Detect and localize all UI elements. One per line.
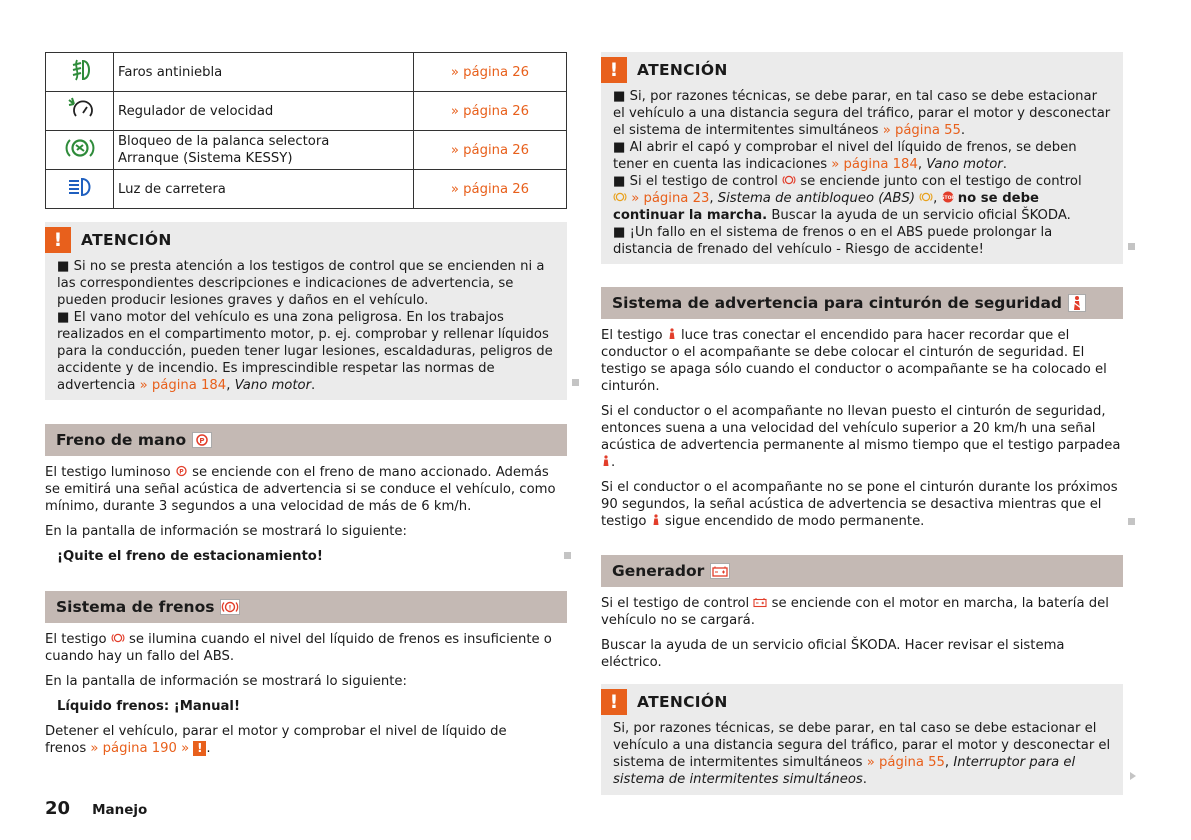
page-link[interactable]: » página 184: [139, 378, 227, 393]
table-label: Faros antiniebla: [114, 53, 414, 92]
warning-text: ■ ¡Un fallo en el sistema de frenos o en el ABS puede prolongar la distancia de frenado del vehículo - Riesgo de accidente!: [613, 225, 1053, 257]
section-title: Sistema de advertencia para cinturón de seguridad: [612, 294, 1062, 312]
body-text: En la pantalla de información se mostrará lo siguiente:: [45, 524, 407, 539]
table-row: [46, 92, 567, 131]
table-label: Bloqueo de la palanca selectora: [118, 134, 330, 149]
section-heading: [45, 591, 567, 623]
warning-box: [601, 52, 1123, 264]
end-marker: [1128, 243, 1135, 250]
body-text: Si el conductor o el acompañante no llevan puesto el cinturón de seguridad, entonces suena a una velocidad del vehículo superior a 20 km/h una señal acústica de advertencia permanente al mismo tiempo que el testigo parpadea .: [601, 404, 1121, 470]
seatbelt-icon: [651, 514, 661, 526]
brake-warning-icon: [782, 174, 796, 186]
parking-brake-icon: [175, 465, 188, 477]
display-message: ¡Quite el freno de estacionamiento!: [45, 548, 567, 565]
warning-box: [45, 222, 567, 400]
warning-box: [601, 684, 1123, 795]
body-text: El testigo luminoso P se enciende con el freno de mano accionado. Además se emitirá una señal acústica de advertencia si se conduce el vehículo, como mínimo, durante 3 segundos a una velocidad de más de 6 km/h.: [45, 465, 556, 514]
fog-light-icon: [65, 57, 95, 83]
table-row: [46, 170, 567, 209]
continue-arrow-icon: [1129, 771, 1137, 781]
warning-icon: !: [601, 689, 627, 715]
warning-text: Si, por razones técnicas, se debe parar, en tal caso se debe estacionar el vehículo a una distancia segura del tráfico, parar el motor y desconectar el sistema de intermitentes simultáneos » página 55, Interruptor para el sistema de intermitentes simultáneos.: [613, 721, 1111, 787]
warning-icon[interactable]: !: [193, 741, 206, 756]
page-link[interactable]: » página 26: [414, 170, 567, 209]
seatbelt-icon: [1068, 294, 1086, 312]
abs-icon: [613, 191, 627, 203]
svg-text:!: !: [228, 603, 232, 612]
page-link[interactable]: » página 184: [831, 157, 918, 172]
page-link[interactable]: » página 26: [414, 92, 567, 131]
section-title: Sistema de frenos: [56, 598, 215, 616]
right-column: [601, 52, 1123, 795]
section-heading: [45, 424, 567, 456]
warning-text: ■ Si, por razones técnicas, se debe parar, en tal caso se debe estacionar el vehículo a una distancia segura del tráfico, parar el motor y desconectar el sistema de intermitentes simultáneos » página 55.: [613, 89, 1111, 138]
warning-title: ATENCIÓN: [637, 61, 728, 79]
body-text: Si el conductor o el acompañante no se pone el cinturón durante los próximos 90 segundos, la señal acústica de advertencia se desactiva mientras que el testigo sigue encendido de modo permanente.: [601, 479, 1123, 530]
section-title: Freno de mano: [56, 431, 187, 449]
page-link[interactable]: » página 26: [414, 53, 567, 92]
warning-title: ATENCIÓN: [81, 231, 172, 249]
brake-warning-icon: [111, 632, 125, 644]
warning-text: ■ El vano motor del vehículo es una zona peligrosa. En los trabajos realizados en el compartimento motor, p. ej. comprobar y rellenar líquidos para la conducción, pueden tener lugar lesiones, escaldaduras, peligros de accidente y de incendio. Es imprescindible respetar las normas de advertencia » página 184, Vano motor.: [57, 310, 553, 393]
warning-text: ■ Si el testigo de control se enciende junto con el testigo de control » página 23, Sistema de antibloqueo (ABS) , STOP no se debe continuar la marcha. Buscar la ayuda de un servicio oficial ŠKODA.: [613, 174, 1082, 223]
abs-icon: [919, 191, 933, 203]
warning-title: ATENCIÓN: [637, 693, 728, 711]
svg-text:P: P: [199, 437, 205, 445]
page-link[interactable]: » página 23: [631, 191, 710, 206]
warning-icon: !: [601, 57, 627, 83]
table-label: Luz de carretera: [114, 170, 414, 209]
body-text: En la pantalla de información se mostrará lo siguiente:: [45, 674, 407, 689]
body-text: Detener el vehículo, parar el motor y comprobar el nivel de líquido de frenos » página 190 » ! .: [45, 724, 507, 756]
svg-text:P: P: [179, 468, 184, 476]
warning-text: ■ Si no se presta atención a los testigos de control que se encienden ni a las correspondientes descripciones e indicaciones de advertencia, se pueden producir lesiones graves y daños en el vehículo.: [57, 259, 545, 308]
selector-lock-icon: [64, 135, 96, 161]
section-heading: [601, 555, 1123, 587]
parking-brake-icon: [192, 432, 212, 448]
body-text: El testigo se ilumina cuando el nivel del líquido de frenos es insuficiente o cuando hay un fallo del ABS.: [45, 632, 552, 664]
svg-text:STOP: STOP: [940, 196, 955, 201]
end-marker: [564, 552, 571, 559]
end-marker: [1128, 518, 1135, 525]
body-text: Buscar la ayuda de un servicio oficial ŠKODA. Hacer revisar el sistema eléctrico.: [601, 638, 1065, 670]
brake-warning-icon: [220, 599, 240, 615]
left-column: [45, 52, 567, 757]
page-link[interactable]: » página 190 »: [90, 741, 190, 756]
page-footer: [45, 798, 147, 819]
table-row: [46, 53, 567, 92]
end-marker: [572, 379, 579, 386]
body-text: Si el testigo de control se enciende con el motor en marcha, la batería del vehículo no se cargará.: [601, 596, 1109, 628]
page-link[interactable]: » página 26: [414, 131, 567, 170]
table-label: Arranque (Sistema KESSY): [118, 151, 293, 166]
display-message: Líquido frenos: ¡Manual!: [57, 699, 240, 714]
battery-icon: [753, 597, 767, 608]
page-number: 20: [45, 798, 71, 819]
table-row: [46, 131, 567, 170]
body-text: El testigo luce tras conectar el encendido para hacer recordar que el conductor o el acompañante se debe colocar el cinturón de seguridad. El testigo se apaga sólo cuando el conductor o acompañante se ha colocado el cinturón.: [601, 328, 1107, 394]
indicator-table: [45, 52, 567, 209]
warning-icon: !: [45, 227, 71, 253]
chapter-name: Manejo: [92, 802, 148, 818]
section-heading: [601, 287, 1123, 319]
cruise-control-icon: [65, 96, 95, 122]
battery-icon: [710, 563, 730, 579]
stop-icon: [942, 191, 954, 203]
page-link[interactable]: » página 55: [866, 755, 945, 770]
table-label: Regulador de velocidad: [114, 92, 414, 131]
high-beam-icon: [65, 174, 95, 200]
seatbelt-icon: [601, 455, 611, 467]
page-link[interactable]: » página 55: [882, 123, 961, 138]
seatbelt-icon: [667, 328, 677, 340]
section-title: Generador: [612, 562, 705, 580]
warning-text: ■ Al abrir el capó y comprobar el nivel del líquido de frenos, se deben tener en cuenta las indicaciones » página 184, Vano motor.: [613, 140, 1077, 172]
